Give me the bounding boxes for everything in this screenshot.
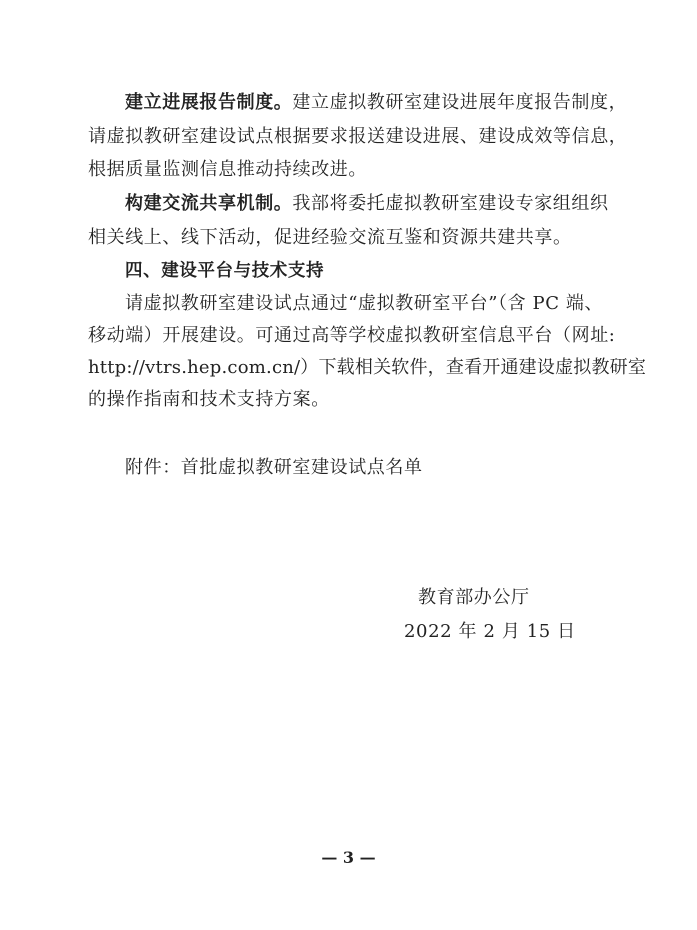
paragraph2-line2: 相关线上、线下活动，促进经验交流互鉴和资源共建共享。 <box>88 227 572 248</box>
section4-line1: 请虚拟教研室建设试点通过“虚拟教研室平台”（含 PC 端、 <box>125 293 604 314</box>
section4-line4: 的操作指南和技术支持方案。 <box>88 389 330 410</box>
paragraph1-line1-text: 建立虚拟教研室建设进展年度报告制度， <box>292 92 628 113</box>
issue-date: 2022 年 2 月 15 日 <box>404 621 576 642</box>
attachment-note: 附件：首批虚拟教研室建设试点名单 <box>125 457 423 478</box>
section4-line2: 移动端）开展建设。可通过高等学校虚拟教研室信息平台（网址: <box>88 325 616 346</box>
issuer-name: 教育部办公厅 <box>418 587 530 608</box>
paragraph1-lead: 建立进展报告制度。 <box>125 92 293 113</box>
paragraph1-line2: 请虚拟教研室建设试点根据要求报送建设进展、建设成效等信息， <box>88 126 628 147</box>
page-number: — 3 — <box>321 848 376 867</box>
section4-heading: 四、建设平台与技术支持 <box>125 261 325 281</box>
paragraph1-line1 <box>125 91 627 115</box>
paragraph2-lead: 构建交流共享机制。 <box>125 193 293 214</box>
paragraph2-line1 <box>125 192 609 216</box>
section4-line3: http://vtrs.hep.com.cn/）下载相关软件，查看开通建设虚拟教研室 <box>88 357 647 378</box>
paragraph1-line3: 根据质量监测信息推动持续改进。 <box>88 159 367 180</box>
paragraph2-line1-text: 我部将委托虚拟教研室建设专家组组织 <box>292 193 609 214</box>
